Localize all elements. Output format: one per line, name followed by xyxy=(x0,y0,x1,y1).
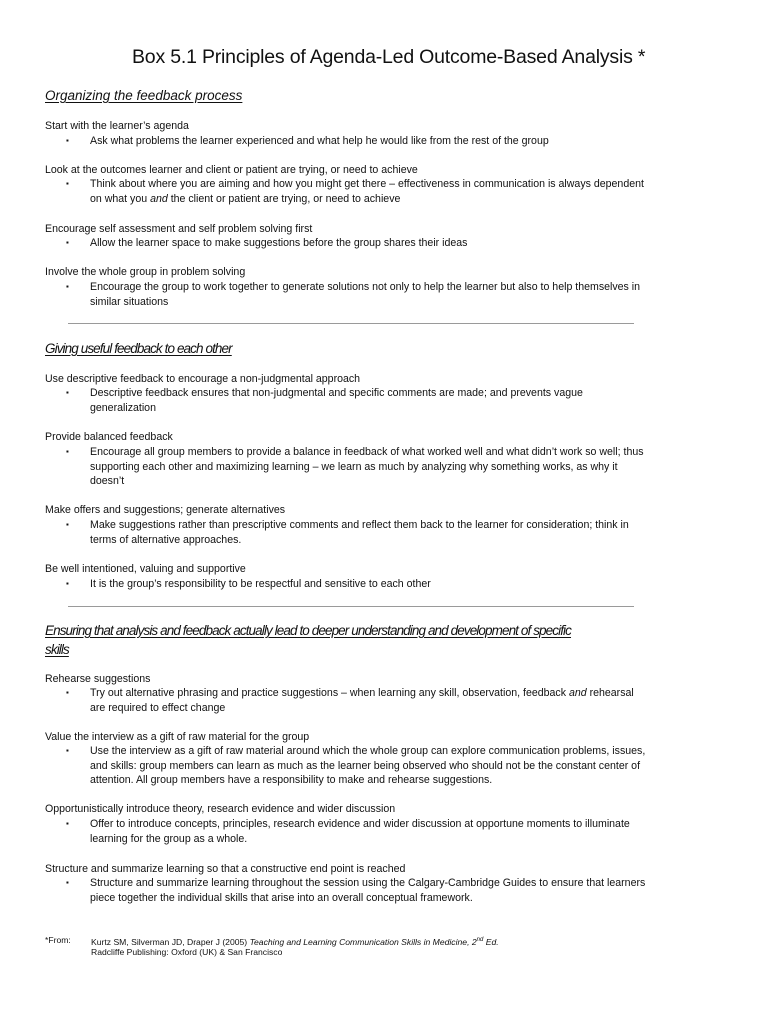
principle-title: Rehearse suggestions xyxy=(45,673,151,685)
principle-bullet: ▪ Encourage all group members to provide a balance in feedback of what worked well and what didn’t work so well; thus supporting each other and maximizing learning – we learn as much by analyzing why something works, as why it doesn’t xyxy=(66,446,644,488)
bullet-mark-icon: ▪ xyxy=(66,746,69,755)
principle-title: Involve the whole group in problem solving xyxy=(45,266,246,278)
principle-bullet: ▪ Encourage the group to work together to generate solutions not only to help the learner but also to help themselves in similar situations xyxy=(66,281,641,308)
bullet-mark-icon: ▪ xyxy=(66,136,69,145)
reference-publisher: Radcliffe Publishing: Oxford (UK) & San Francisco xyxy=(91,947,283,957)
principle-title: Be well intentioned, valuing and supportive xyxy=(45,563,246,575)
principle-bullet: ▪ Descriptive feedback ensures that non-judgmental and specific comments are made; and prevents vague generalization xyxy=(66,387,583,414)
bullet-mark-icon: ▪ xyxy=(66,878,69,887)
page-title: Box 5.1 Principles of Agenda-Led Outcome-Based Analysis * xyxy=(132,46,646,68)
principle-title: Start with the learner’s agenda xyxy=(45,120,189,132)
section-heading-feedback: Giving useful feedback to each other xyxy=(45,341,232,356)
principle-bullet: ▪ Offer to introduce concepts, principles, research evidence and wider discussion at opportune moments to illuminate learning for the group as a whole. xyxy=(66,818,630,845)
bullet-mark-icon: ▪ xyxy=(66,819,69,828)
principle-bullet: ▪ Allow the learner space to make suggestions before the group shares their ideas xyxy=(66,237,468,249)
principle-title: Structure and summarize learning so that a constructive end point is reached xyxy=(45,863,406,875)
bullet-mark-icon: ▪ xyxy=(66,688,69,697)
reference-label: *From: xyxy=(45,935,71,945)
bullet-mark-icon: ▪ xyxy=(66,579,69,588)
principle-title: Opportunistically introduce theory, research evidence and wider discussion xyxy=(45,803,396,815)
bullet-mark-icon: ▪ xyxy=(66,447,69,456)
principle-title: Use descriptive feedback to encourage a non-judgmental approach xyxy=(45,373,361,385)
principle-bullet: ▪ Think about where you are aiming and how you might get there – effectiveness in communication is always dependent on what you and the client or patient are trying, or need to achieve xyxy=(66,178,644,205)
emphasis-text: and xyxy=(568,687,587,699)
emphasis-text: and xyxy=(150,192,168,205)
bullet-mark-icon: ▪ xyxy=(66,520,69,529)
principle-title: Make offers and suggestions; generate alternatives xyxy=(45,504,286,516)
bullet-mark-icon: ▪ xyxy=(66,388,69,397)
principle-title: Encourage self assessment and self problem solving first xyxy=(45,223,313,235)
principle-bullet: ▪ Use the interview as a gift of raw material around which the whole group can explore communication problems, issues, and skills: group members can learn as much as the learner being observed who should not be the constant center of attention. All group members have a responsibility to make and rehearse suggestions. xyxy=(66,745,646,787)
principle-bullet: ▪ Structure and summarize learning throughout the session using the Calgary-Cambridge Guides to ensure that learners piece together the individual skills that arise into an overall conceptual framework. xyxy=(66,877,646,904)
principle-bullet: ▪ It is the group’s responsibility to be respectful and sensitive to each other xyxy=(66,578,431,590)
bullet-mark-icon: ▪ xyxy=(66,179,69,188)
principle-bullet: ▪ Make suggestions rather than prescriptive comments and reflect them back to the learner for consideration; think in terms of alternative approaches. xyxy=(66,519,629,546)
section-heading-organizing: Organizing the feedback process xyxy=(45,88,243,103)
bullet-mark-icon: ▪ xyxy=(66,238,69,247)
principle-bullet: ▪ Ask what problems the learner experienced and what help he would like from the rest of the group xyxy=(66,135,549,147)
principle-title: Provide balanced feedback xyxy=(45,431,173,443)
section-heading-ensuring: Ensuring that analysis and feedback actually lead to deeper understanding and development of specific skills xyxy=(45,623,572,657)
principle-title: Look at the outcomes learner and client or patient are trying, or need to achieve xyxy=(45,164,418,176)
principle-bullet: ▪ Try out alternative phrasing and practice suggestions – when learning any skill, observation, feedback and rehearsal are required to effect change xyxy=(66,687,634,714)
bullet-mark-icon: ▪ xyxy=(66,282,69,291)
section-divider xyxy=(68,323,634,324)
reference-citation: Kurtz SM, Silverman JD, Draper J (2005) Teaching and Learning Communication Skills in Medicine, 2nd Ed. xyxy=(91,936,499,947)
principle-title: Value the interview as a gift of raw material for the group xyxy=(45,731,310,743)
section-divider xyxy=(68,606,634,607)
